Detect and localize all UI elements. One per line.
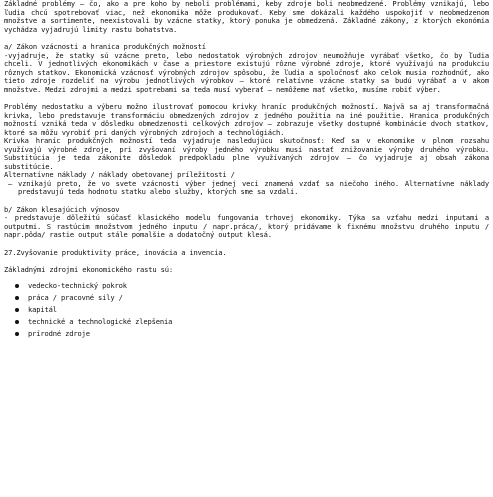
growth-item-label: vedecko-technický pokrok	[28, 280, 127, 290]
list-item	[4, 328, 489, 340]
growth-item-label: práca / pracovné sily /	[28, 292, 123, 302]
bullet-icon	[15, 308, 19, 312]
section-a-body: -vyjadruje, že statky sú vzácne preto, lebo nedostatok výrobných zdrojov neumožňuje vyrábať všetko, čo by ľudia chceli. V jednotlivých ekonomikách v čase a priestore existujú rôzne výrobné zdroje, ktoré využívajú na produkciu rôznych statkov. Ekonomická vzácnosť výrobných zdrojov spôsobu, že ľudia a spoločnosť ako celok musia rozhodnúť, ako tieto zdroje rozdeliť na výrobu jednotlivých výrobkov – ktoré relatívne vzácne statky sa budú vyrábať a v akom množstve. Medzi zdrojmi a medzi spotrebami sa teda musí vyberať – nemôžeme mať všetko, musíme robiť výber.	[4, 50, 489, 94]
bullet-icon	[15, 296, 19, 300]
frontier-curve-paragraph: Krivka hraníc produkčných možností teda vyjadruje nasledujúcu skutočnosť: Keď sa v ekonomike v plnom rozsahu využívajú výrobné zdroje, pri zvyšovaní výroby jedného výrobku musí nastať znižovanie výroby druhého výrobku. Substitúcia je teda zákonite dôsledok predpokladu plne využívaných zdrojov – čo vyjadruje aj obsah zákona substitúcie.	[4, 136, 489, 171]
alternative-costs-item: – vznikajú preto, že vo svete vzácnosti výber jednej veci znamená vzdať sa niečoho iného. Alternatívne náklady predstavujú teda hodnotu statku alebo služby, ktorých sme sa vzdali.	[4, 180, 489, 197]
growth-item-label: technické a technologické zlepšenia	[28, 316, 173, 326]
growth-sources-list	[4, 280, 489, 340]
alternative-costs-line: Alternatívne náklady / náklady obetovanej príležitosti /	[4, 170, 235, 179]
alternative-costs-list	[4, 180, 489, 197]
section-b-title: b/ Zákon klesajúcich výnosov	[4, 204, 120, 214]
list-item	[4, 292, 489, 304]
bullet-icon	[15, 284, 19, 288]
heading-27: 27.Zvyšovanie produktivity práce, inovácia a invencia.	[4, 247, 227, 257]
growth-intro: Základnými zdrojmi ekonomického rastu sú:	[4, 265, 173, 274]
list-item	[4, 280, 489, 292]
intro-paragraph: Základné problémy – čo, ako a pre koho by neboli problémami, keby zdroje boli neobmedzené. Problémy vznikajú, lebo ľudia chcú spotrebovať viac, než ekonomika môže produkovať. Keby sme dokázali každého uspokojiť v neobmedzenom množstve a sortimente, neexistovali by vzácne statky, ktorý ponuka je obmedzená. Základné zákony, z ktorých ekonómia vychádza vyjadrujú limity rastu bohatstva.	[4, 0, 489, 34]
growth-item-label: prírodné zdroje	[28, 328, 90, 338]
frontier-paragraph: Problémy nedostatku a výberu možno ilustrovať pomocou krivky hraníc produkčných možností. Najvä sa aj transformačná krivka, lebo predstavuje transformáciu obmedzených zdrojov z jedného použitia na iné použitie. Hranica produkčných možností vzniká teda v dôsledku obmedzenosti celkových zdrojov – zobrazuje všetky dostupné kombinácie dvoch statkov, ktoré sa môžu vyrobiť pri daných výrobných zdrojoch a technológiách.	[4, 102, 489, 137]
list-item	[4, 316, 489, 328]
document-page	[4, 0, 489, 497]
list-item	[4, 304, 489, 316]
bullet-icon	[15, 320, 19, 324]
bullet-icon	[15, 332, 19, 336]
growth-item-label: kapitál	[28, 304, 57, 314]
section-b-body: - predstavuje dôležitú súčasť klasického modelu fungovania trhovej ekonomiky. Týka sa vzťahu medzi inputami a outputmi. S rastúcim množstvom jedného inputu / napr.práca/, ktorý pridávame k fixnému množstvu druhého inputu / napr.pôda/ rastie output stále pomalšie a dodatočný output klesá.	[4, 213, 489, 239]
section-a-title: a/ Zákon vzácnosti a hranica produkčných možností	[4, 42, 206, 51]
